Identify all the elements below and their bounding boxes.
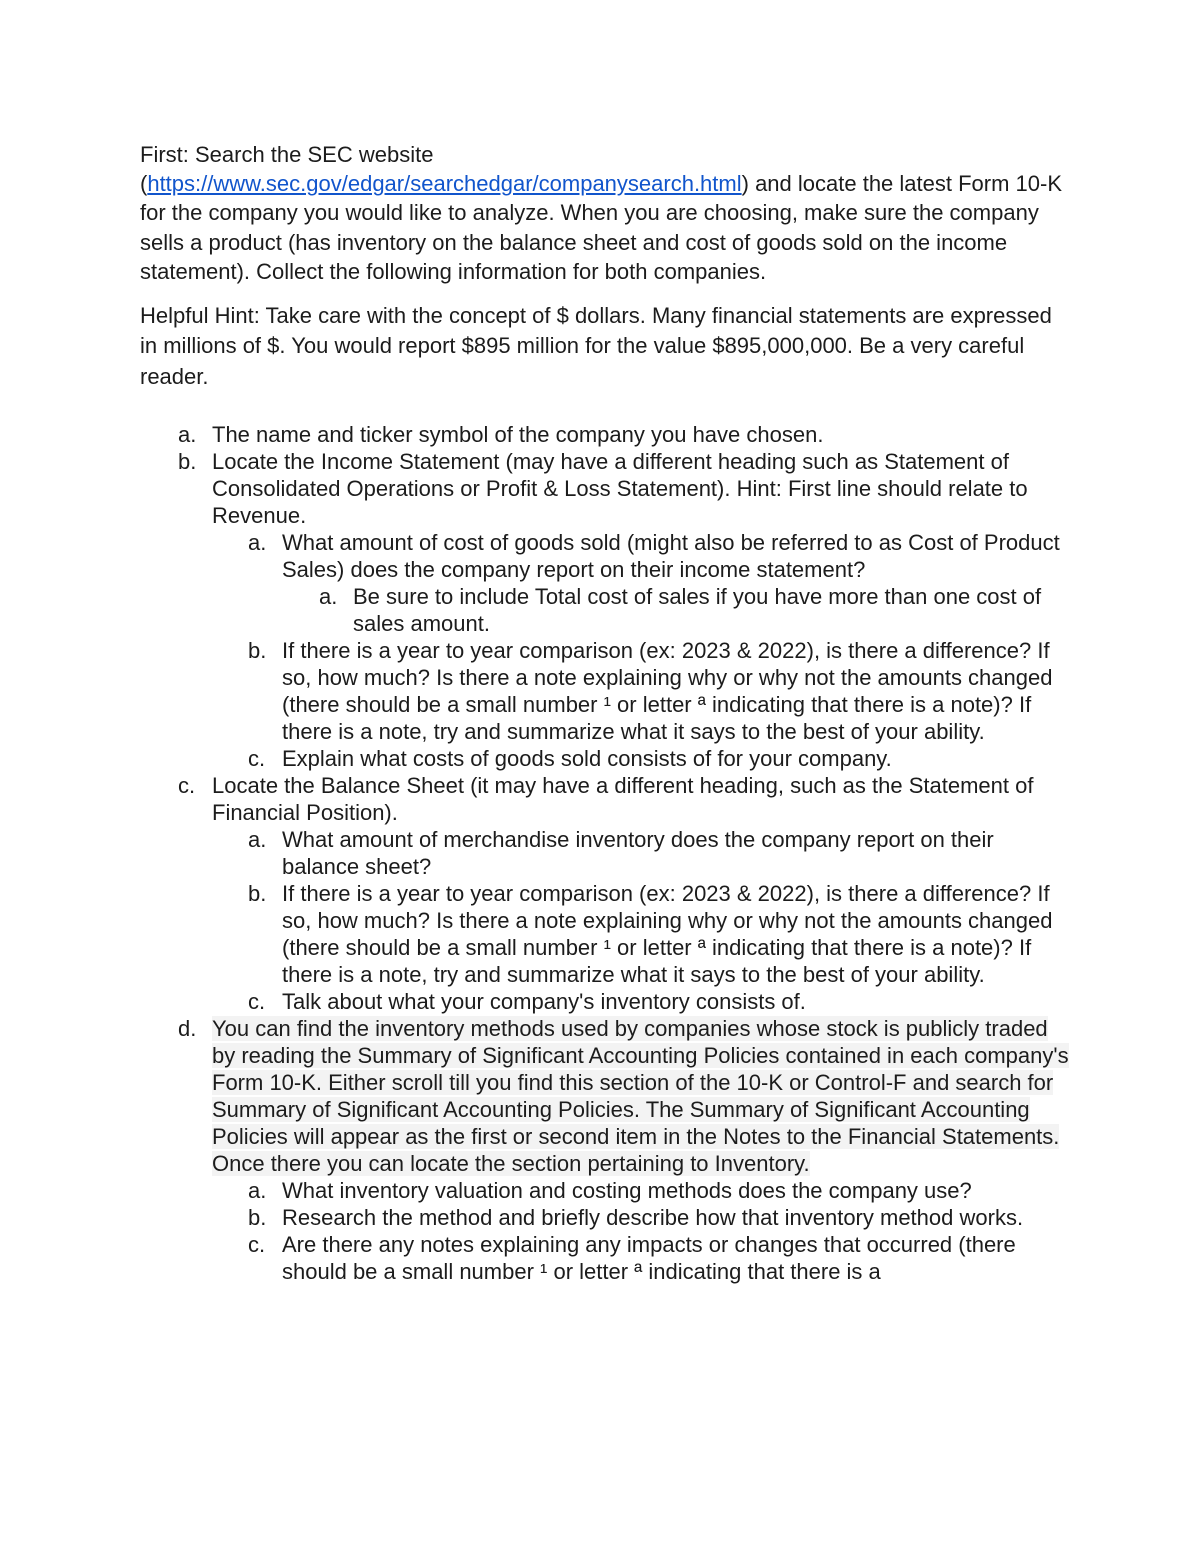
list-marker: a.	[319, 583, 338, 609]
list-marker: b.	[248, 637, 267, 663]
list-item-text: Explain what costs of goods sold consists of for your company.	[282, 745, 892, 771]
intro-continuation: ) and locate the latest Form 10-K for the company you would like to analyze. When you are choosing, make sure the company sells a product (has inventory on the balance sheet and cost of goods sold on the income statement). Collect the following information for both companies.	[140, 171, 1062, 284]
list-item-b	[178, 448, 1070, 772]
list-item-b-a	[248, 529, 1070, 637]
list-item-text: If there is a year to year comparison (ex: 2023 & 2022), is there a difference? If so, how much? Is there a note explaining why or why not the amounts changed (there should be a small number ¹ or letter ª indicating that there is a note)? If there is a note, try and summarize what it says to the best of your ability.	[282, 880, 1053, 987]
list-item-text: Research the method and briefly describe how that inventory method works.	[282, 1204, 1024, 1230]
list-marker: c.	[248, 745, 266, 771]
list-item-c-c	[248, 988, 1070, 1015]
list-item-text: You can find the inventory methods used by companies whose stock is publicly traded by reading the Summary of Significant Accounting Policies contained in each company's Form 10-K. Either scroll till you find this section of the 10-K or Control-F and search for Summary of Significant Accounting Policies. The Summary of Significant Accounting Policies will appear as the first or second item in the Notes to the Financial Statements. Once there you can locate the section pertaining to Inventory.	[212, 1015, 1069, 1176]
helpful-hint-paragraph: Helpful Hint: Take care with the concept of $ dollars. Many financial statements are expressed in millions of $. You would report $895 million for the value $895,000,000. Be a very careful reader.	[140, 303, 1052, 389]
list-item-text: Locate the Income Statement (may have a different heading such as Statement of Consolidated Operations or Profit & Loss Statement). Hint: First line should relate to Revenue.	[212, 448, 1028, 528]
list-item-text: Talk about what your company's inventory consists of.	[282, 988, 806, 1014]
list-item-c-b	[248, 880, 1070, 988]
sub-list	[212, 826, 1070, 1015]
list-marker: b.	[248, 1204, 267, 1230]
list-item-text: Locate the Balance Sheet (it may have a different heading, such as the Statement of Financial Position).	[212, 772, 1034, 825]
list-marker: a.	[248, 1177, 267, 1203]
list-item-text: If there is a year to year comparison (ex: 2023 & 2022), is there a difference? If so, how much? Is there a note explaining why or why not the amounts changed (there should be a small number ¹ or letter ª indicating that there is a note)? If there is a note, try and summarize what it says to the best of your ability.	[282, 637, 1053, 744]
list-marker: c.	[248, 988, 266, 1014]
document-page	[140, 140, 1070, 1285]
list-item-text: What amount of merchandise inventory does the company report on their balance sheet?	[282, 826, 994, 879]
list-item-d-a	[248, 1177, 1070, 1204]
list-item-d-b	[248, 1204, 1070, 1231]
list-item-d-c	[248, 1231, 1070, 1285]
list-item-c	[178, 772, 1070, 1015]
list-marker: c.	[178, 772, 196, 798]
list-item-c-a	[248, 826, 1070, 880]
list-item-text: What inventory valuation and costing methods does the company use?	[282, 1177, 972, 1203]
list-marker: a.	[248, 826, 267, 852]
list-marker: b.	[178, 448, 197, 474]
question-list	[140, 421, 1070, 1285]
list-item-text: The name and ticker symbol of the company you have chosen.	[212, 421, 824, 447]
list-item-text: What amount of cost of goods sold (might also be referred to as Cost of Product Sales) does the company report on their income statement?	[282, 529, 1060, 582]
list-item-text: Are there any notes explaining any impacts or changes that occurred (there should be a small number ¹ or letter ª indicating that there is a	[282, 1231, 1016, 1284]
list-item-b-c	[248, 745, 1070, 772]
sub-list	[212, 529, 1070, 772]
sub-list	[212, 1177, 1070, 1285]
list-item-b-a-a	[319, 583, 1070, 637]
list-item-d	[178, 1015, 1070, 1285]
sec-search-link[interactable]: https://www.sec.gov/edgar/searchedgar/companysearch.html	[147, 171, 742, 197]
sub-sub-list	[282, 583, 1070, 637]
list-marker: a.	[248, 529, 267, 555]
list-marker: c.	[248, 1231, 266, 1257]
list-item-b-b	[248, 637, 1070, 745]
intro-paragraph	[140, 140, 1070, 286]
list-item-text: Be sure to include Total cost of sales if you have more than one cost of sales amount.	[353, 583, 1042, 636]
intro-open-paren: (	[140, 171, 148, 197]
list-marker: b.	[248, 880, 267, 906]
list-item-a	[178, 421, 1070, 448]
list-marker: a.	[178, 421, 197, 447]
intro-line1: First: Search the SEC website	[140, 142, 434, 167]
list-marker: d.	[178, 1015, 197, 1041]
